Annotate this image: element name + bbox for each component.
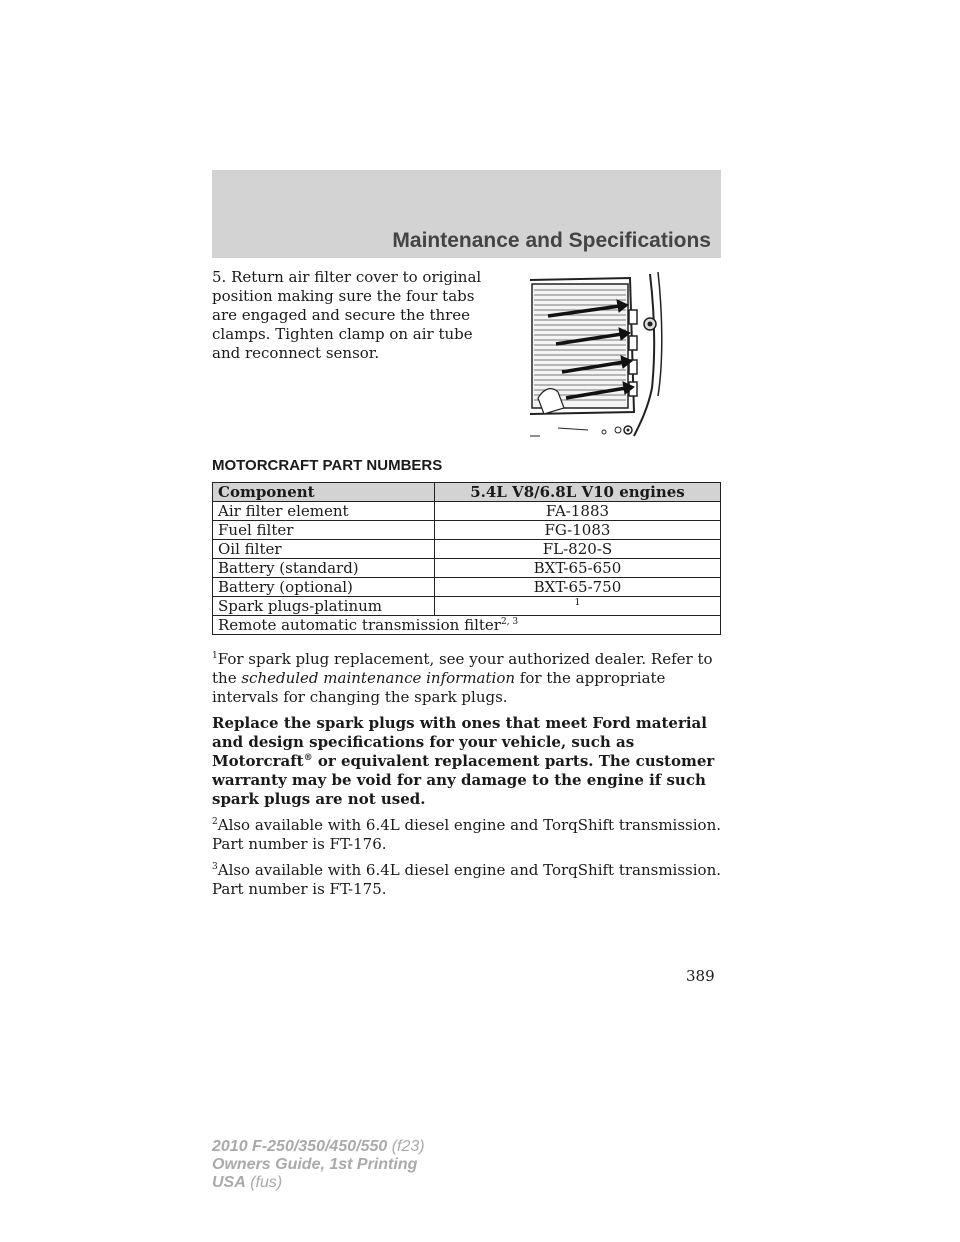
footnote-text: Also available with 6.4L diesel engine and TorqShift transmission. Part number is FT-175.: [212, 861, 722, 898]
footnote-marker: 2: [212, 817, 218, 827]
footnote-3: [212, 861, 721, 899]
warning-text: or equivalent replacement parts. The customer warranty may be void for any damage to the engine if such spark plugs are not used.: [212, 752, 715, 808]
page-number: 389: [686, 967, 715, 985]
component-cell: [213, 616, 721, 635]
header-component: Component: [213, 483, 435, 502]
footnote-marker: 1: [212, 651, 218, 661]
table-row: [213, 578, 721, 597]
footnote-ref: 1: [574, 598, 581, 608]
table-row: [213, 540, 721, 559]
table-row: [213, 521, 721, 540]
component-cell: Battery (optional): [213, 578, 435, 597]
table-row: [213, 502, 721, 521]
footer-code: (f23): [387, 1138, 425, 1155]
footnote-text: Also available with 6.4L diesel engine and TorqShift transmission. Part number is FT-176.: [212, 816, 722, 853]
component-cell: Air filter element: [213, 502, 435, 521]
footnote-2: [212, 816, 721, 854]
warning-paragraph: [212, 714, 721, 809]
table-row: [213, 616, 721, 635]
part-number-cell: BXT-65-650: [434, 559, 720, 578]
part-number-cell: FG-1083: [434, 521, 720, 540]
print-footer: [212, 1138, 425, 1192]
component-cell: Spark plugs-platinum: [213, 597, 435, 616]
part-number-cell: [434, 597, 720, 616]
footer-market: USA: [212, 1174, 246, 1191]
footer-line-1: [212, 1138, 425, 1156]
footnote-marker: 3: [212, 862, 218, 872]
footnote-text: For spark plug replacement, see your authorized dealer. Refer to the: [212, 650, 713, 687]
part-number-cell: BXT-65-750: [434, 578, 720, 597]
table-row: [213, 597, 721, 616]
component-cell: Oil filter: [213, 540, 435, 559]
section-header-title: Maintenance and Specifications: [392, 229, 711, 252]
table-row: [213, 559, 721, 578]
footnote-text: for the appropriate intervals for changing the spark plugs.: [212, 669, 666, 706]
part-number-cell: FA-1883: [434, 502, 720, 521]
section-header-band: [212, 170, 721, 258]
table-header-row: [213, 483, 721, 502]
section-title: MOTORCRAFT PART NUMBERS: [212, 457, 443, 474]
registered-mark: ®: [303, 753, 313, 763]
footer-market-code: (fus): [245, 1174, 283, 1191]
footnote-emphasis: scheduled maintenance information: [241, 669, 516, 687]
step-5-text: 5. Return air filter cover to original position making sure the four tabs are engaged and secure the three clamps. Tighten clamp on air tube and reconnect sensor.: [212, 268, 482, 362]
footer-line-3: [212, 1174, 425, 1192]
air-filter-cover-illustration: [528, 268, 668, 440]
component-label: Remote automatic transmission filter: [218, 616, 501, 634]
footnote-1: [212, 650, 721, 707]
footer-model: 2010 F-250/350/450/550: [212, 1138, 388, 1155]
component-cell: Fuel filter: [213, 521, 435, 540]
notes-section: [212, 650, 721, 906]
warning-text: Replace the spark plugs with ones that meet Ford material and design specifications for your vehicle, such as Motorcraft: [212, 714, 707, 770]
footnote-ref: 2, 3: [500, 617, 519, 627]
header-engines: 5.4L V8/6.8L V10 engines: [434, 483, 720, 502]
part-number-cell: FL-820-S: [434, 540, 720, 559]
component-cell: Battery (standard): [213, 559, 435, 578]
part-numbers-table: [212, 482, 721, 635]
footer-line-2: Owners Guide, 1st Printing: [212, 1156, 418, 1173]
